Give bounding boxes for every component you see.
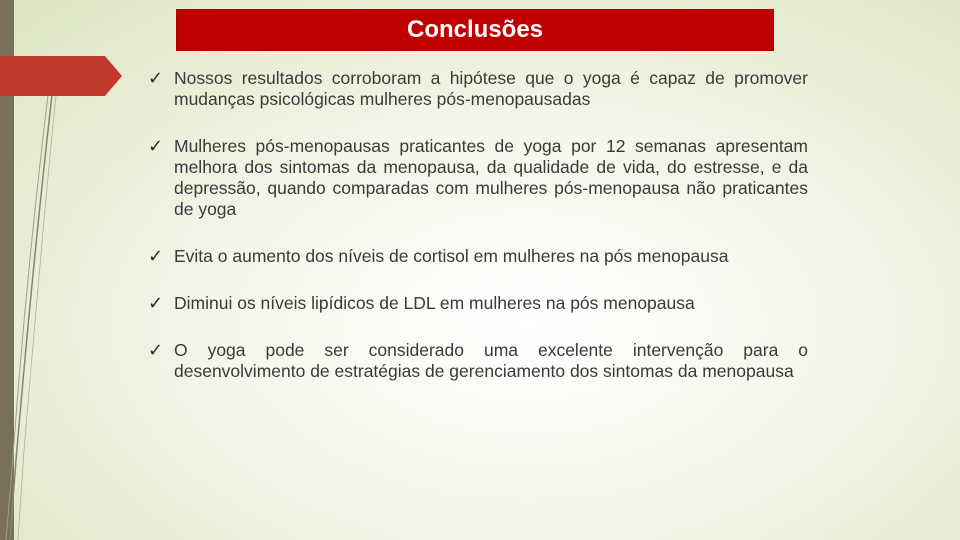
- title-bar: [177, 10, 773, 50]
- checkmark-icon: ✓: [148, 340, 164, 361]
- page-title: Conclusões: [406, 16, 544, 43]
- checkmark-icon: ✓: [148, 293, 164, 314]
- bullet-item: [148, 246, 808, 267]
- bullet-text: Mulheres pós-menopausas praticantes de yoga por 12 semanas apresentam melhora dos sintomas da menopausa, da qualidade de vida, do estresse, e da depressão, quando comparadas com mulheres pós-menopausa não praticantes de yoga: [174, 136, 808, 219]
- bullet-item: [148, 340, 808, 382]
- bullet-item: [148, 136, 808, 220]
- bullet-item: [148, 68, 808, 110]
- checkmark-icon: ✓: [148, 68, 164, 89]
- checkmark-icon: ✓: [148, 246, 164, 267]
- bullet-text: Evita o aumento dos níveis de cortisol em mulheres na pós menopausa: [174, 246, 729, 266]
- arrow-tab-decoration: [0, 56, 122, 96]
- bullet-text: Nossos resultados corroboram a hipótese que o yoga é capaz de promover mudanças psicológicas mulheres pós-menopausadas: [174, 68, 808, 109]
- bullet-text: O yoga pode ser considerado uma excelente intervenção para o desenvolvimento de estratégias de gerenciamento dos sintomas da menopausa: [174, 340, 808, 381]
- checkmark-icon: ✓: [148, 136, 164, 157]
- bullet-list: [148, 68, 808, 382]
- bullet-text: Diminui os níveis lipídicos de LDL em mulheres na pós menopausa: [174, 293, 695, 313]
- bullet-item: [148, 293, 808, 314]
